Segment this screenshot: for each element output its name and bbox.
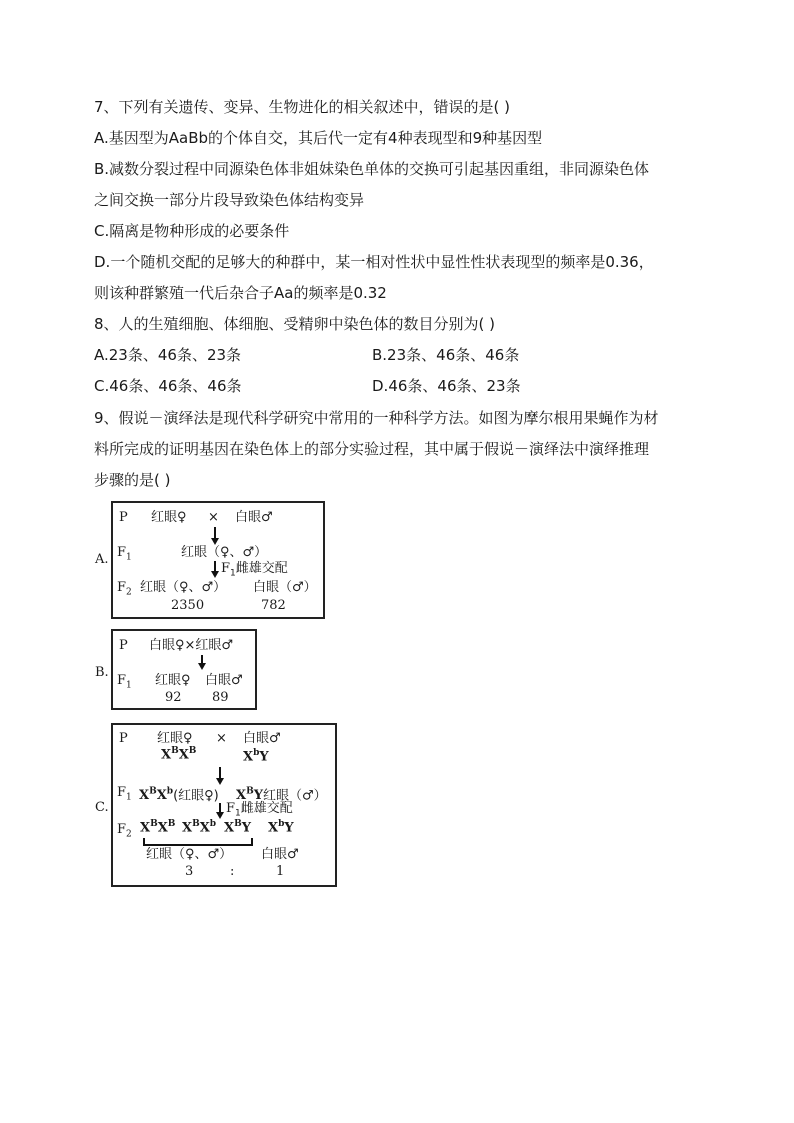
fig-c-f2-label: $F_2$	[117, 822, 132, 840]
fig-c-f2-genotype-1: $X^BX^B$	[140, 819, 176, 836]
fig-c-p-female: 红眼♀	[157, 731, 193, 746]
fig-c-mating-note: $F_1$雌雄交配	[226, 801, 293, 819]
fig-a-mating-note: $F_1$雌雄交配	[221, 561, 288, 579]
fig-c-arrowhead-2	[216, 812, 224, 819]
fig-a-arrowhead-1	[211, 538, 219, 545]
q8-option-b: B.23条、46条、46条	[372, 346, 520, 364]
q7-option-d-line2: 则该种群繁殖一代后杂合子Aa的频率是0.32	[94, 284, 387, 302]
fig-b-label: B.	[95, 665, 109, 680]
fig-c-p-male-genotype: $X^bY$	[243, 748, 269, 765]
fig-c-f2-genotype-4: $X^bY$	[268, 819, 294, 836]
q7-option-c: C.隔离是物种形成的必要条件	[94, 222, 290, 240]
fig-c-label: C.	[95, 800, 109, 815]
fig-c-f1-female: $X^BX^b$(红眼♀)	[139, 787, 219, 804]
fig-c-red-phenotype: 红眼（♀、♂）	[146, 847, 233, 862]
fig-c-f1-male: $X^BY$红眼（♂）	[236, 787, 327, 804]
q9-stem-line3: 步骤的是( )	[94, 471, 171, 489]
fig-a-cross: ×	[208, 510, 219, 525]
q9-stem-line2: 料所完成的证明基因在染色体上的部分实验过程，其中属于假说－演绎法中演绎推理	[94, 440, 650, 458]
fig-b-p-cross: 白眼♀×红眼♂	[149, 638, 234, 653]
fig-b-f1-label: $F_1$	[117, 673, 132, 691]
fig-a-f2-red: 红眼（♀、♂）	[140, 580, 227, 595]
fig-b-f1-white: 白眼♂	[205, 673, 243, 688]
q8-option-a: A.23条、46条、23条	[94, 346, 242, 364]
figure-c	[111, 723, 337, 887]
fig-c-cross: ×	[216, 731, 227, 746]
fig-c-p-male: 白眼♂	[243, 731, 281, 746]
figure-a	[111, 501, 325, 619]
fig-c-ratio-red: 3	[185, 864, 194, 879]
fig-c-ratio-separator: :	[230, 864, 235, 879]
fig-c-white-phenotype: 白眼♂	[261, 847, 299, 862]
fig-b-p: P	[119, 638, 128, 653]
q9-stem-line1: 9、假说－演绎法是现代科学研究中常用的一种科学方法。如图为摩尔根用果蝇作为材	[94, 409, 659, 427]
fig-a-f2-white: 白眼（♂）	[253, 580, 317, 595]
fig-b-arrowhead	[198, 663, 206, 670]
fig-c-f1-label: $F_1$	[117, 785, 132, 803]
fig-c-f2-genotype-2: $X^BX^b$	[182, 819, 217, 836]
q8-stem: 8、人的生殖细胞、体细胞、受精卵中染色体的数目分别为( )	[94, 315, 496, 333]
fig-a-p: P	[119, 510, 128, 525]
q8-option-d: D.46条、46条、23条	[372, 377, 521, 395]
q7-option-b-line1: B.减数分裂过程中同源染色体非姐妹染色单体的交换可引起基因重组，非同源染色体	[94, 160, 650, 178]
fig-a-p-male: 白眼♂	[235, 510, 273, 525]
fig-b-count-white: 89	[212, 690, 229, 705]
q8-option-c: C.46条、46条、46条	[94, 377, 242, 395]
fig-c-arrowhead-1	[216, 778, 224, 785]
fig-a-p-female: 红眼♀	[151, 510, 187, 525]
q7-option-b-line2: 之间交换一部分片段导致染色体结构变异	[94, 191, 365, 209]
fig-b-f1-red: 红眼♀	[155, 673, 191, 688]
fig-a-count-white: 782	[261, 598, 286, 613]
q7-stem: 7、下列有关遗传、变异、生物进化的相关叙述中，错误的是( )	[94, 98, 511, 116]
fig-a-f2-label: $F_2$	[117, 580, 132, 598]
q7-option-d-line1: D.一个随机交配的足够大的种群中，某一相对性状中显性性状表现型的频率是0.36，	[94, 253, 654, 271]
fig-c-p: P	[119, 731, 128, 746]
fig-a-f1-phenotype: 红眼（♀、♂）	[181, 545, 268, 560]
fig-c-f2-genotype-3: $X^BY$	[224, 819, 251, 836]
figure-b	[111, 629, 257, 710]
q7-option-a: A.基因型为AaBb的个体自交，其后代一定有4种表现型和9种基因型	[94, 129, 543, 147]
fig-a-arrowhead-2	[211, 571, 219, 578]
fig-a-f1-label: $F_1$	[117, 545, 132, 563]
fig-c-p-female-genotype: $X^BX^B$	[161, 746, 197, 763]
fig-a-count-red: 2350	[171, 598, 205, 613]
fig-c-ratio-white: 1	[276, 864, 285, 879]
fig-c-bracket	[143, 837, 253, 847]
fig-b-count-red: 92	[165, 690, 182, 705]
fig-a-label: A.	[95, 552, 109, 567]
